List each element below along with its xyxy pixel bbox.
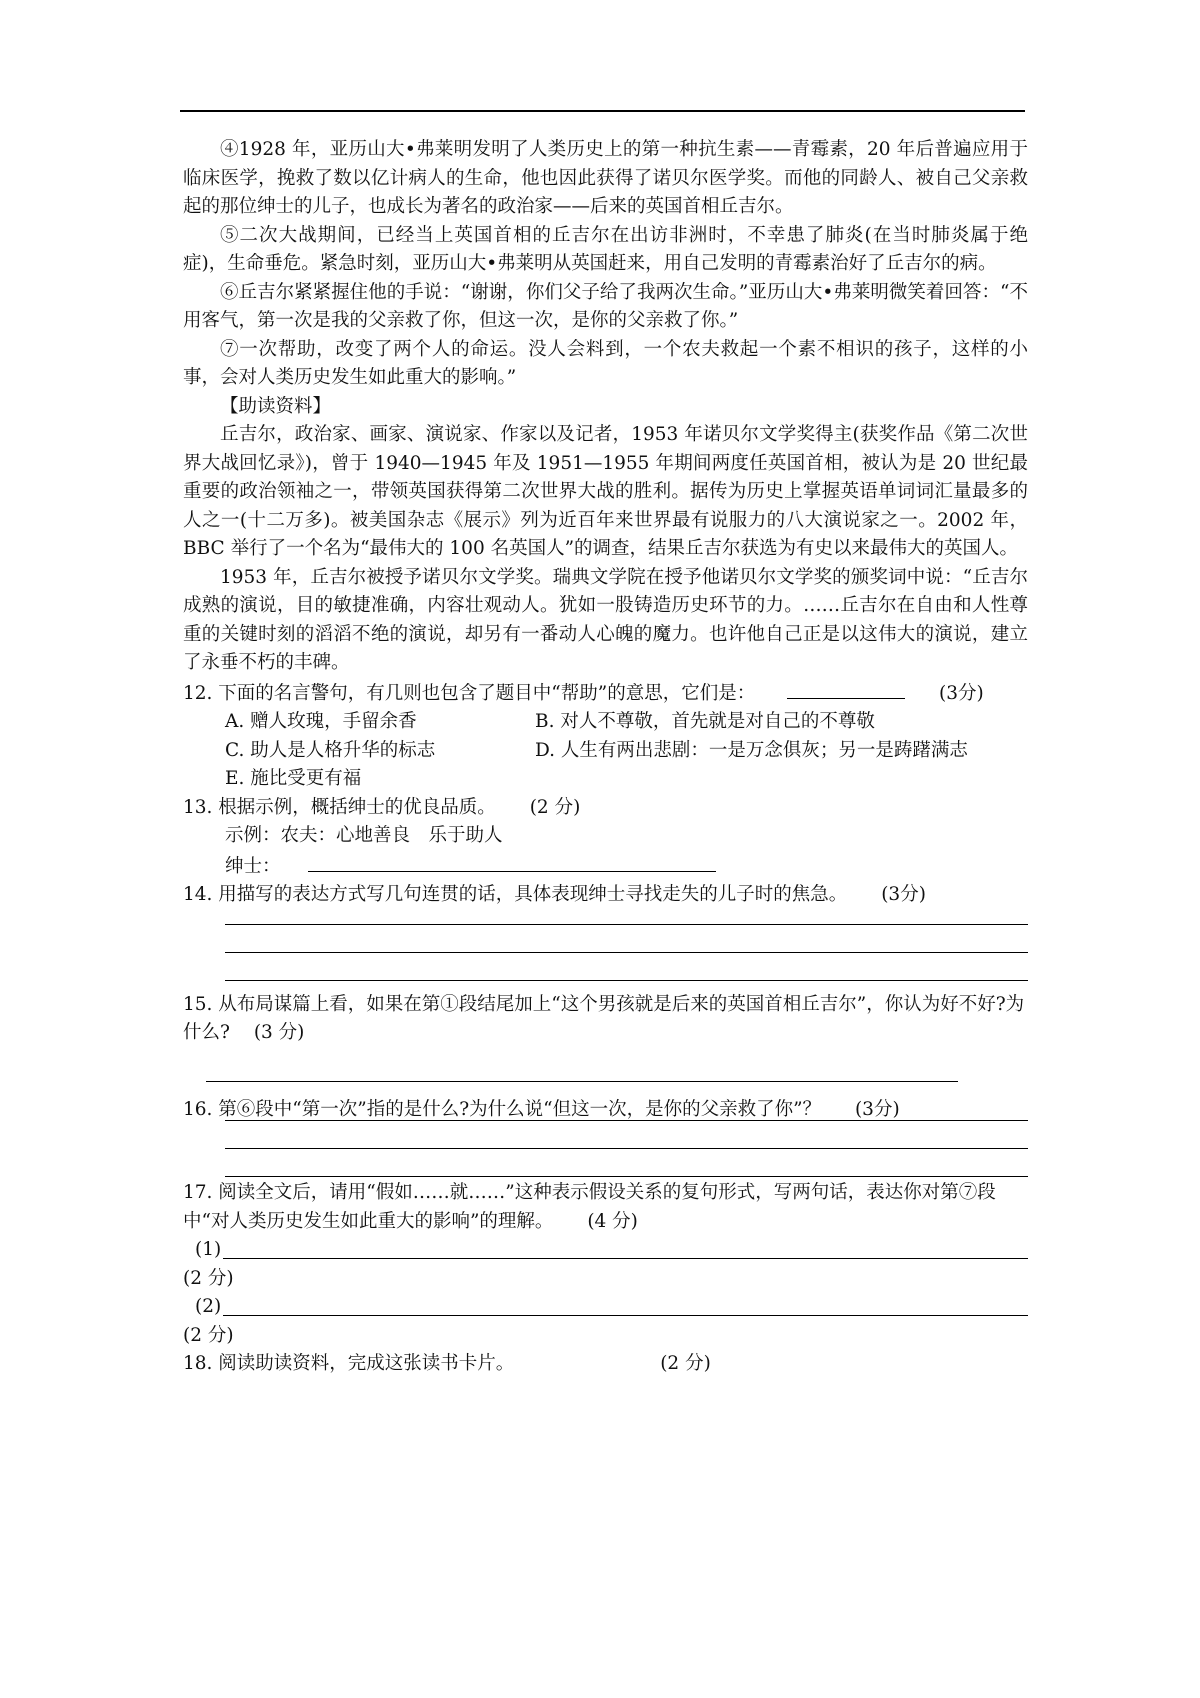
question-16-answer-line[interactable] (225, 1176, 1028, 1177)
question-13-gentleman-label: 绅士： (225, 855, 281, 877)
question-13-gentleman-row (225, 851, 1028, 882)
question-12-answer-blank[interactable] (787, 678, 905, 699)
question-17 (183, 1179, 1028, 1236)
question-14-answer-area (225, 924, 1028, 981)
question-12 (183, 678, 1028, 709)
question-18-points: (2 分) (660, 1353, 711, 1374)
question-12-text: 12. 下面的名言警句，有几则也包含了题目中“帮助”的意思，它们是： (183, 682, 756, 704)
question-16-answer-line[interactable] (225, 1148, 1028, 1149)
question-14-points: (3分) (881, 884, 926, 905)
question-14-answer-line[interactable] (225, 952, 1028, 953)
question-13-answer-blank[interactable] (308, 851, 716, 872)
question-13-points: (2 分) (529, 796, 581, 818)
question-15 (183, 991, 1028, 1048)
supplement-paragraph-1: 丘吉尔，政治家、画家、演说家、作家以及记者，1953 年诺贝尔文学奖得主(获奖作品《第二次世界大战回忆录》)，曾于 1940—1945 年及 1951—1955 年期间两度任英国首相，被认为是 20 世纪最重要的政治领袖之一，带领英国获得第二次世界大战的胜利。据传为历史上掌握英语单词词汇量最多的人之一(十二万多)。被美国杂志《展示》列为近百年来世界最有说服力的八大演说家之一。2002 年，BBC 举行了一个名为“最伟大的 100 名英国人”的调查，结果丘吉尔获选为有史以来最伟大的英国人。 (183, 424, 1028, 559)
question-18-text: 18. 阅读助读资料，完成这张读书卡片。 (183, 1353, 515, 1374)
question-15-answer-line[interactable] (206, 1081, 958, 1082)
question-15-text: 15. 从布局谋篇上看，如果在第①段结尾加上“这个男孩就是后来的英国首相丘吉尔”，你认为好不好?为什么? (183, 993, 1025, 1043)
question-17-points: (4 分) (587, 1210, 638, 1232)
option-b: B. 对人不尊敬，首先就是对自己的不尊敬 (535, 711, 875, 732)
question-18 (183, 1350, 1028, 1379)
question-17-item-1-label: (1) (195, 1239, 222, 1260)
question-17-text: 17. 阅读全文后，请用“假如……就……”这种表示假设关系的复句形式，写两句话，表达你对第⑦段中“对人类历史发生如此重大的影响”的理解。 (183, 1182, 996, 1232)
article-paragraph-5: ⑤二次大战期间，已经当上英国首相的丘吉尔在出访非洲时，不幸患了肺炎(在当时肺炎属于绝症)，生命垂危。紧急时刻，亚历山大•弗莱明从英国赶来，用自己发明的青霉素治好了丘吉尔的病。 (183, 224, 1028, 274)
question-12-options (225, 708, 1028, 794)
question-17-item-1 (195, 1236, 1028, 1265)
header-rule (180, 110, 1025, 112)
article-paragraph-7: ⑦一次帮助，改变了两个人的命运。没人会料到，一个农夫救起一个素不相识的孩子，这样的小事，会对人类历史发生如此重大的影响。” (183, 338, 1028, 388)
question-12-points: (3分) (939, 682, 984, 704)
question-14 (183, 881, 1028, 910)
article-paragraph-4: ④1928 年，亚历山大•弗莱明发明了人类历史上的第一种抗生素——青霉素，20 年后普遍应用于临床医学，挽救了数以亿计病人的生命，他也因此获得了诺贝尔医学奖。而他的同龄人、被自己父亲救起的那位绅士的儿子，也成长为著名的政治家——后来的英国首相丘吉尔。 (183, 139, 1028, 217)
question-17-item-2-points: (2 分) (183, 1324, 234, 1346)
option-e: E. 施比受更有福 (225, 768, 362, 789)
question-17-item-2-label: (2) (195, 1296, 222, 1317)
option-c: C. 助人是人格升华的标志 (225, 739, 436, 761)
option-d: D. 人生有两出悲剧：一是万念俱灰；另一是踌躇满志 (535, 739, 968, 761)
question-14-text: 14. 用描写的表达方式写几句连贯的话，具体表现绅士寻找走失的儿子时的焦急。 (183, 884, 848, 905)
question-15-points: (3 分) (253, 1022, 305, 1043)
document-page (183, 136, 1028, 1379)
question-16-points: (3分) (854, 1098, 900, 1120)
question-13-text: 13. 根据示例，概括绅士的优良品质。 (183, 796, 496, 818)
question-17-item-1-answer-line[interactable] (223, 1258, 1028, 1259)
question-17-item-2-answer-line[interactable] (223, 1315, 1028, 1316)
question-17-item-2 (195, 1293, 1028, 1322)
article-paragraph-6: ⑥丘吉尔紧紧握住他的手说：“谢谢，你们父子给了我两次生命。”亚历山大•弗莱明微笑着回答：“不用客气，第一次是我的父亲救了你，但这一次，是你的父亲救了你。” (183, 281, 1028, 331)
option-a: A. 赠人玫瑰，手留余香 (225, 711, 417, 732)
question-13 (183, 794, 1028, 823)
question-17-item-1-points: (2 分) (183, 1267, 234, 1289)
supplement-paragraph-2: 1953 年，丘吉尔被授予诺贝尔文学奖。瑞典文学院在授予他诺贝尔文学奖的颁奖词中说：“丘吉尔成熟的演说，目的敏捷准确，内容壮观动人。犹如一股铸造历史环节的力。……丘吉尔在自由和人性尊重的关键时刻的滔滔不绝的演说，却另有一番动人心魄的魔力。也许他自己正是以这伟大的演说，建立了永垂不朽的丰碑。 (183, 566, 1028, 673)
question-13-example: 示例：农夫：心地善良 乐于助人 (225, 825, 503, 846)
supplement-label: 【助读资料】 (220, 395, 332, 417)
question-14-answer-line[interactable] (225, 924, 1028, 925)
question-15-answer-area (206, 1081, 958, 1082)
question-14-answer-line[interactable] (225, 980, 1028, 981)
question-16-text: 16. 第⑥段中“第一次”指的是什么?为什么说“但这一次，是你的父亲救了你”？ (183, 1098, 822, 1120)
question-16-answer-area (225, 1120, 1028, 1177)
